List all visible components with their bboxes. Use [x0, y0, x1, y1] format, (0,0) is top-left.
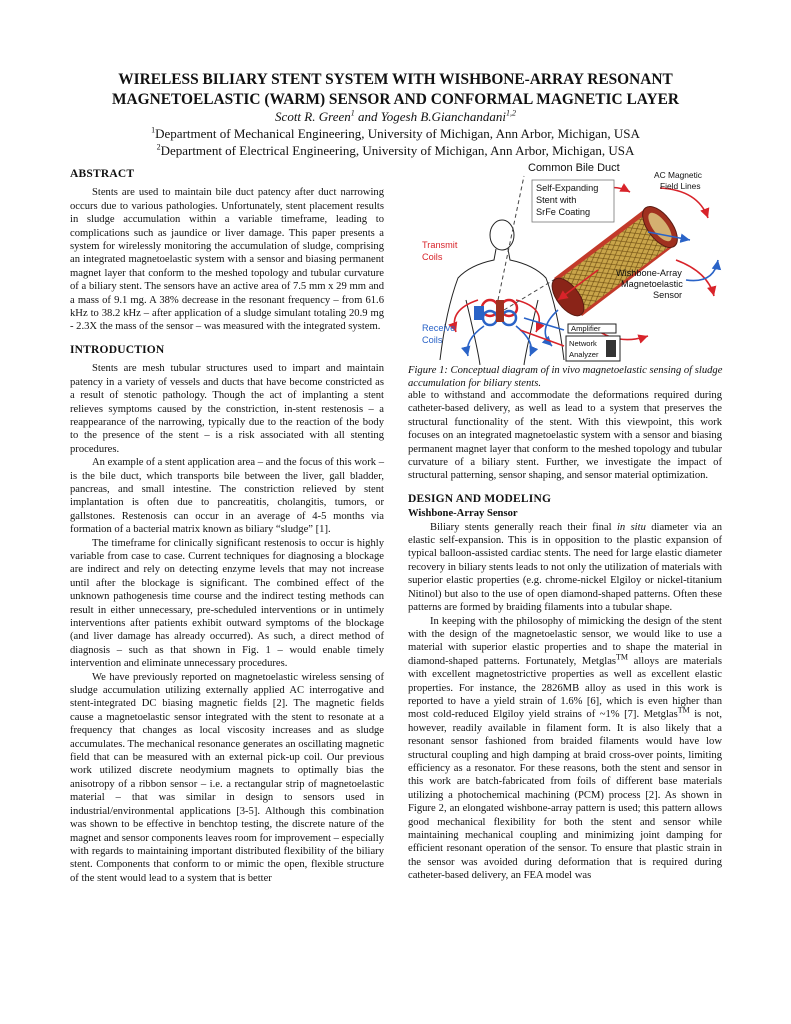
- intro-paragraph-1: Stents are mesh tubular structures used to impart and maintain patency in a variety of vessels and ducts that have become constricted as a result of stenotic pathology. Though the act of implanting a stent relieves symptoms caused by the constriction, in-stent restenosis – a reappearance of the narrowing, typically due to the reaction of the body to the presence of the stent – is a risk associated with all stenting procedures.: [70, 363, 384, 455]
- intro-paragraph-5: able to withstand and accommodate the deformations required during catheter-based delivery, as well as lead to a system that preserves the structural functionality of the stent. With this viewpoint, this work focuses on an integrated magnetoelastic system with a sensor and biasing permanent magnet layer that conform to the meshed topology and tubular curvature of a biliary stent. Further, we investigate the impact of structural patterning, sensor shaping, and sensor material optimization.: [408, 390, 722, 482]
- intro-paragraph-3: The timeframe for clinically significant restenosis to occur is highly variable from case to case. Current techniques for diagnosing a blockage are indirect and rely on detecting enzyme levels that may not increase until after the blockage is significant. The combined effect of the unknown pathogenesis time course and the indirect testing methods can result in either unnecessary, pre-scheduled interventions or in untimely interventions after patients exhibit outward symptoms of the blockage (and liver damage has already occurred). As such, a direct method of diagnosis – such as that shown in Fig. 1 – would enable timely intervention and eliminate unnecessary procedures.: [70, 537, 384, 670]
- body-outline: [440, 220, 564, 365]
- label-stent-1: Self-Expanding: [536, 183, 599, 193]
- left-column: [70, 168, 384, 885]
- author-1: Scott R. Green: [275, 109, 351, 124]
- transmit-coils: [474, 300, 517, 325]
- label-receive-2: Coils: [422, 335, 443, 345]
- design-paragraph-1: Biliary stents generally reach their final in situ diameter via an elastic self-expansion. This is in opposition to the plastic expansion of typical balloon-assisted cardiac stents. The need for large elastic diameter recovery in biliary stents leads to not only the utilization of materials with superior elastic properties (e.g. chrome-nickel Elgiloy or nickel-titanium Nitinol) but also to the use of open diamond-shaped patterns. Often these patterns are formed by braiding filaments into a tubular shape.: [408, 521, 722, 614]
- right-column: [408, 389, 722, 883]
- title-line-2: MAGNETOELASTIC (WARM) SENSOR AND CONFORMAL MAGNETIC LAYER: [112, 91, 679, 108]
- label-stent-3: SrFe Coating: [536, 207, 591, 217]
- label-sensor-1: Wishbone-Array: [616, 268, 682, 278]
- label-sensor-3: Sensor: [653, 290, 683, 300]
- figure-1-diagram: [408, 160, 724, 365]
- intro-paragraph-4: We have previously reported on magnetoelastic wireless sensing of sludge accumulation utilizing externally applied AC interrogative and stent-integrated DC biasing magnetic fields [2]. The magnetic fields cause a magnetoelastic sensor integrated with the stent to resonate at a frequency that changes as local viscosity increases and as sludge accumulates. The mechanical resonance generates an oscillating magnetic field that can be measured with an external pick-up coil. Our previous work utilized discrete neodymium magnets to optimally bias the anisotropy of a ribbon sensor – i.e. a rectangular strip of magnetoelastic material – that was similar in design to sensors used in industrial/environmental applications [3-5]. Although this combination was shown to be effective in benchtop testing, the discrete nature of the magnet and sensor components leaves room for improvement – especially with regards to maintaining important distributed flexibility of the biliary stent. Components that conform to or mimic the open, flexible structure of the stent would lead to a system that is better: [70, 671, 384, 884]
- label-network: Network: [569, 339, 597, 348]
- wishbone-subheading: Wishbone-Array Sensor: [408, 508, 518, 520]
- label-common-bile-duct: Common Bile Duct: [528, 162, 620, 174]
- author-2: and Yogesh B.Gianchandani: [354, 109, 506, 124]
- introduction-heading: INTRODUCTION: [70, 343, 165, 356]
- affiliation-1: $^1$Department of Mechanical Engineering, University of Michigan, Ann Arbor, Michigan, USA: [151, 125, 640, 141]
- label-amplifier: Amplifier: [571, 324, 601, 333]
- label-transmit-1: Transmit: [422, 240, 458, 250]
- label-ac-field-1: AC Magnetic: [654, 170, 702, 180]
- label-ac-field-2: Field Lines: [660, 181, 701, 191]
- author-list: Scott R. Green$^1$ and Yogesh B.Gianchandani$^{1,2}$: [275, 108, 516, 124]
- figure-1: [408, 160, 724, 365]
- design-paragraph-2: In keeping with the philosophy of mimicking the design of the stent with the design of the magnetoelastic sensor, we would like to use a material with superior elastic properties and to shape the material in diamond-shaped patterns. Fortunately, Metglas™ alloys are materials with excellent magnetostrictive properties as well as excellent elastic properties. For instance, the 2826MB alloy as used in this work is reported to have a yield strain of 1.6% [6], which is even higher than most cold-reduced Elgiloy yield strains of ~1% [7]. Metglas™ is not, however, readily available in filament form. It is also likely that a resonant sensor fashioned from braided filaments would have low structural coupling and high damping at braid cross-over points, limiting efficiency as a resonator. For these reasons, both the stent and sensor in this work are batch-fabricated from foils of different base materials utilizing a photochemical machining (PCM) process [2]. As shown in Figure 2, an elongated wishbone-array pattern is used; this pattern allows good mechanical flexibility for both the stent and sensor while maintaining mechanical coupling and minimizing joint damping for efficient resonant operation of the sensor. To ensure that plastic strain in the sensor was avoided during deformation that is required during catheter-based delivery, an FEA model was: [408, 615, 722, 882]
- intro-paragraph-2: An example of a stent application area – and the focus of this work – is the bile duct, which transports bile between the liver, gall bladder, pancreas, and small intestine. The constriction relieved by stent implantation is often due to pancreatitis, cholangitis, tumors, or gallstones. Restenosis can occur in an average of 4-5 months via formation of a bacterial matrix known as biliary “sludge” [1].: [70, 457, 384, 536]
- label-analyzer: Analyzer: [569, 350, 599, 359]
- abstract-heading: ABSTRACT: [70, 168, 135, 180]
- label-sensor-2: Magnetoelastic: [621, 279, 683, 289]
- label-stent-2: Stent with: [536, 195, 577, 205]
- label-receive-1: Receive: [422, 323, 456, 333]
- figure-1-caption: Figure 1: Conceptual diagram of in vivo magnetoelastic sensing of sludge accumulation for biliary stents.: [408, 365, 723, 389]
- abstract-text: Stents are used to maintain bile duct patency after duct narrowing occurs due to various pathologies. Unfortunately, stent placement results in sludge accumulation within a variable timeframe, leading to complications such as jaundice or liver damage. This paper presents a system for wirelessly monitoring the accumulation of sludge, comprising an integrated magnetoelastic system with a sensor and biasing permanent magnet layer that conform to the meshed topology and tubular curvature of a biliary stent. The sensors have an active area of 7.5 mm x 29 mm and a mass of 9.1 mg. A 38% decrease in the resonant frequency – from 61.6 kHz to 38.2 kHz – after application of a sludge simulant totaling 20.9 mg - 2.3X the mass of the sensor – was measured with the integrated system.: [70, 187, 384, 333]
- design-heading: DESIGN AND MODELING: [408, 492, 552, 505]
- affiliation-2: $^2$Department of Electrical Engineering, University of Michigan, Ann Arbor, Michigan, USA: [156, 142, 635, 158]
- title-line-1: WIRELESS BILIARY STENT SYSTEM WITH WISHBONE-ARRAY RESONANT: [118, 71, 673, 88]
- paper-title: [50, 70, 741, 110]
- label-transmit-2: Coils: [422, 252, 443, 262]
